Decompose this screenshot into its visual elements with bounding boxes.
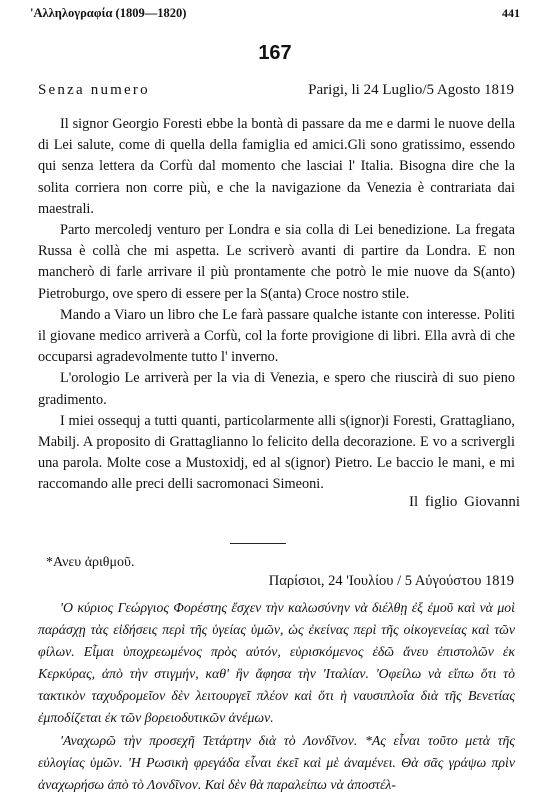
italian-reference: Senza numero <box>38 82 150 98</box>
italian-paragraph: Il signor Georgio Foresti ebbe la bontà di passare da me e darmi le nuove della di Lei salute, come di quella della famiglia ed amici.Gli sono gratissimo, essendo qui senza lettera da Corfù dal momento che lasciai l' Italia. Bisogna dire che la solita corriera non corre più, e che la navigazione da Venezia è contrariata dai maestrali. <box>38 116 515 217</box>
greek-paragraph: 'Ο κύριος Γεώργιος Φορέστης ἔσχεν τὴν καλωσύνην νὰ διέλθῃ ἐξ ἐμοῦ καὶ νὰ μοὶ παράσχῃ τὰς εἰδήσεις περὶ τῆς ὑγείας ὑμῶν, ὡς ἐκείνας περὶ τῆς οἰκογενείας καὶ τῶν φίλων. Εἶμαι ὑποχρεωμένος πρὸς αὐτόν, εὑρισκόμενος ἐδῶ ἄνευ ἐπιστολῶν ἐκ Κερκύρας, ἀπὸ τὴν στιγμήν, καθ' ἣν ἄφησα τὴν 'Ιταλίαν. 'Οφείλω νὰ εἴπω ὅτι τὸ τακτικὸν ταχυδρομεῖον δὲν λειτουργεῖ πλέον καὶ ὅτι ἡ ναυσιπλοΐα διὰ τῆς Βενετίας ἐμποδίζεται ἐκ τῶν βορειοδυτικῶν ἀνέμων. <box>38 600 515 726</box>
italian-place-date: Parigi, li 24 Luglio/5 Agosto 1819 <box>308 82 514 98</box>
letter-number: 167 <box>258 42 292 64</box>
italian-paragraph: Mando a Viaro un libro che Le farà passare qualche istante con interesse. Politi il giovane medico arriverà a Corfù, col la forte provigione di libri. Ella avrà di che occuparsi agradevolmente tutto l' inverno. <box>38 306 515 366</box>
italian-paragraph: Parto mercoledj venturo per Londra e sia colla di Lei benedizione. La fregata Russa è collà che mi aspetta. Le scriverò avanti di partire da Londra. E non mancherò di farle arrivare il più prontamente che potrò le mie nuove da S(anto) Pietroburgo, ove spero di essere per la S(anta) Croce nostro stile. <box>38 222 515 302</box>
signature: Il figlio Giovanni <box>409 494 520 510</box>
italian-letter-body <box>38 114 515 496</box>
greek-place-date: Παρίσιοι, 24 'Ιουλίου / 5 Αὐγούστου 1819 <box>268 573 514 589</box>
greek-letter-body <box>38 597 515 796</box>
italian-paragraph: I miei ossequj a tutti quanti, particolarmente alli s(ignor)i Foresti, Grattagliano, Mabilj. A proposito di Grattaglianno lo felicito della decorazione. E vo a scrivergli una parola. Molte cose a Mustoxidj, ed al s(ignor) Pietro. Le baccio le mani, e mi raccomando alle preci delli sacromonaci Simeoni. <box>38 412 515 493</box>
running-title: 'Αλληλογραφία (1809—1820) <box>30 6 187 20</box>
greek-paragraph: 'Αναχωρῶ τὴν προσεχῆ Τετάρτην διὰ τὸ Λονδῖνον. *Ας εἶναι τοῦτο μετὰ τῆς εὐλογίας ὑμῶν. 'Η Ρωσικὴ φρεγάδα εἶναι ἐκεῖ καὶ μὲ ἀναμένει. Θὰ σᾶς γράψω πρὶν ἀναχωρήσω ἀπὸ τὸ Λονδῖνον. Καὶ δὲν θὰ παραλείπω νὰ ἀποστέλ- <box>38 732 515 792</box>
italian-letter-heading <box>38 82 514 99</box>
greek-reference: *Ανευ ἀριθμοῦ. <box>46 555 135 570</box>
page-number: 441 <box>502 6 520 20</box>
italian-paragraph: L'orologio Le arriverà per la via di Venezia, e spero che riuscirà di suo pieno gradimento. <box>38 370 515 408</box>
section-divider <box>230 543 286 544</box>
greek-letter-heading <box>46 555 514 589</box>
